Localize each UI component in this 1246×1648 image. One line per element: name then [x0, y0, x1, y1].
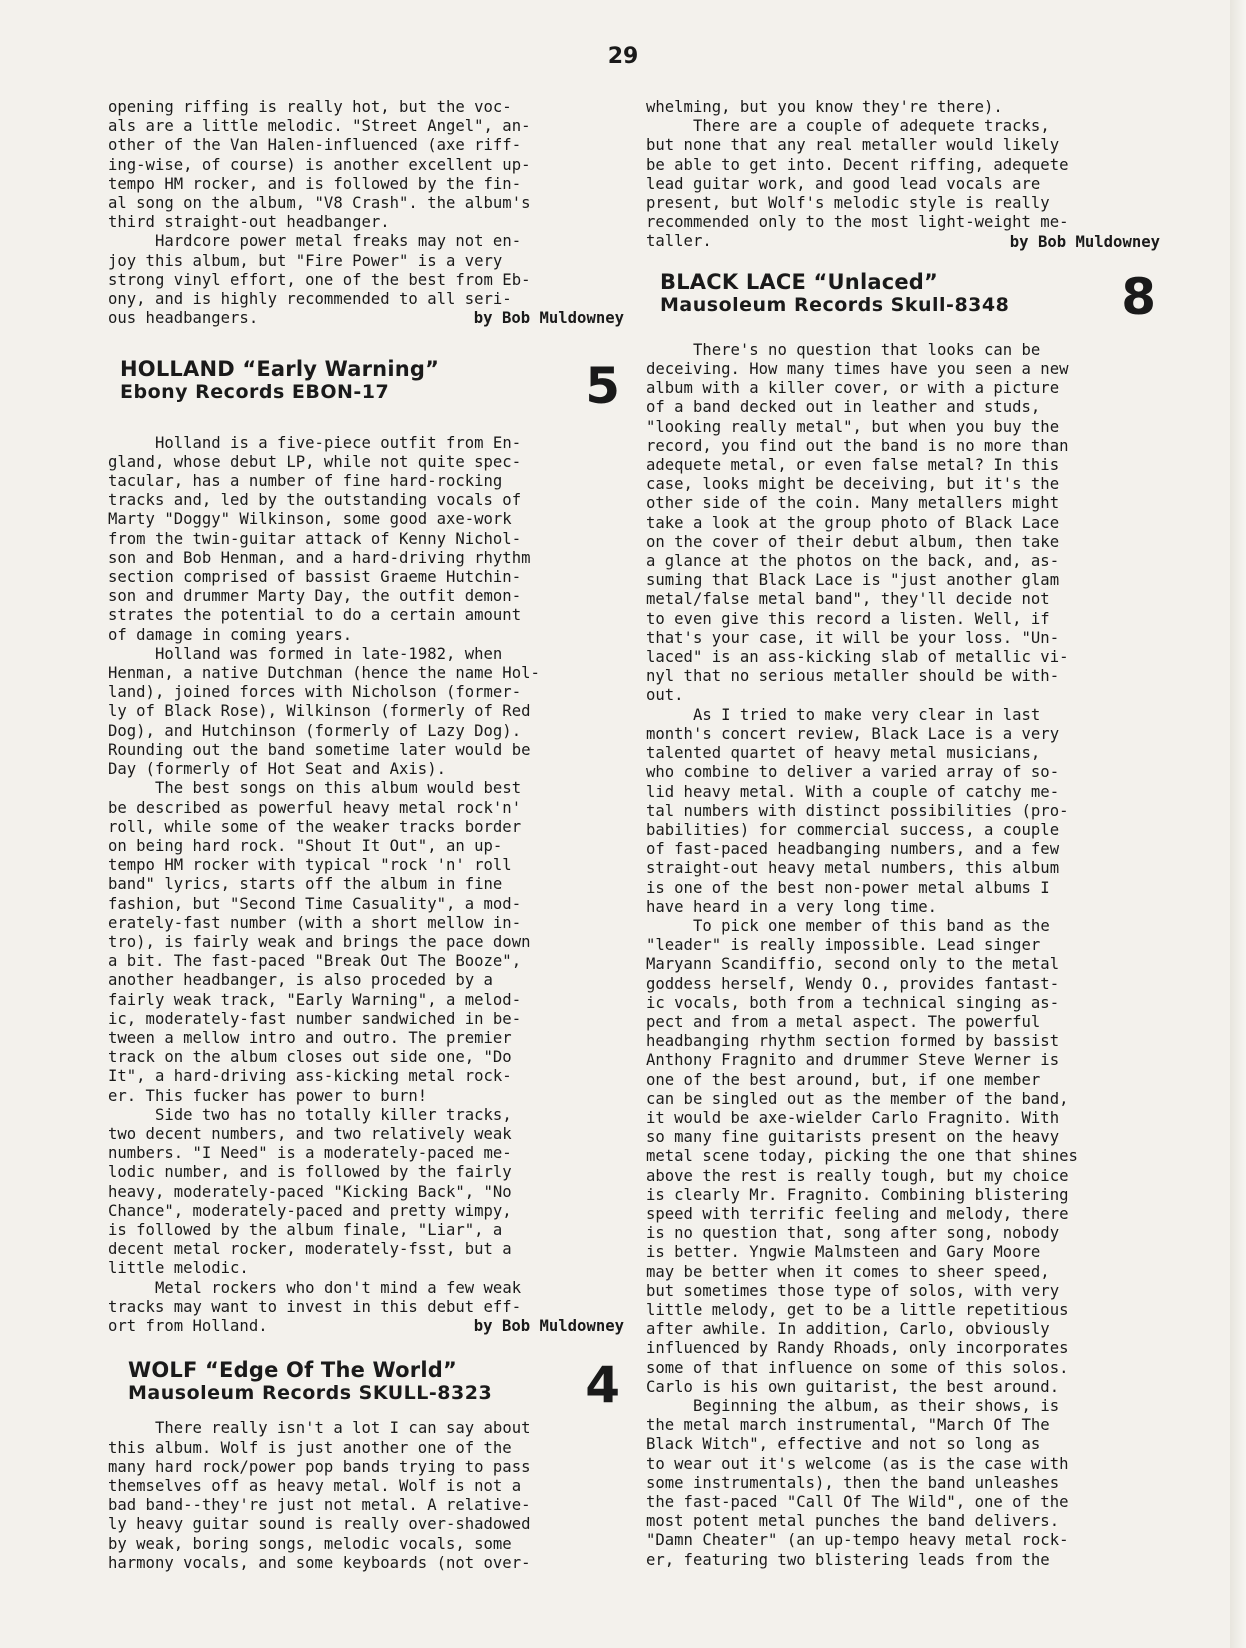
- holland-review-byline: by Bob Muldowney: [473, 1317, 624, 1336]
- wolf-review-text: There really isn't a lot I can say about this album. Wolf is just another one of the many hard rock/power pop bands trying to pass themselves off as heavy metal. Wolf is not a bad band--they're just not metal. A relative- ly heavy guitar sound is really over-shadowed by weak, boring songs, melodic vocals, some harmony vocals, and some keyboards (not over-: [108, 1419, 531, 1572]
- wolf-record-label: Mausoleum Records SKULL-8323: [128, 1382, 493, 1405]
- right-column: [646, 98, 1160, 1570]
- holland-review-header: [108, 356, 624, 415]
- wolf-review-continued: whelming, but you know they're there). There are a couple of adequete tracks, but none that any real metaller would likely be able to get into. Decent riffing, adequete lead guitar work, and good lead vocals are present, but Wolf's melodic style is really recommended only to the most light-weight me- taller.: [646, 98, 1069, 251]
- holland-review-text: Holland is a five-piece outfit from En- gland, whose debut LP, while not quite spec- tacular, has a number of fine hard-rocking tracks and, led by the outstanding vocals of Marty "Doggy" Wilkinson, some good axe-work from the twin-guitar attack of Kenny Nichol- son and Bob Henman, and a hard-driving rhythm section comprised of bassist Graeme Hutchin- son and drummer Marty Day, the outfit demon- strates the potential to do a certain amount of damage in coming years. Holland was formed in late-1982, when Henman, a native Dutchman (hence the name Hol- land), joined forces with Nicholson (former- ly of Black Rose), Wilkinson (formerly of Red Dog), and Hutchinson (formerly of Lazy Dog). Rounding out the band sometime later would be Day (formerly of Hot Seat and Axis). The best songs on this album would best be described as powerful heavy metal rock'n' roll, while some of the weaker tracks border on being hard rock. "Shout It Out", an up- tempo HM rocker with typical "rock 'n' roll band" lyrics, starts off the album in fine fashion, but "Second Time Casuality", a mod- erately-fast number (with a short mellow in- tro), is fairly weak and brings the pace down a bit. The fast-paced "Break Out The Booze", another headbanger, is also proceded by a fairly weak track, "Early Warning", a melod- ic, moderately-fast number sandwiched in be- tween a mellow intro and outro. The premier track on the album closes out side one, "Do It", a hard-driving ass-kicking metal rock- er. This fucker has power to burn! Side two has no totally killer tracks, two decent numbers, and two relatively weak numbers. "I Need" is a moderately-paced me- lodic number, and is followed by the fairly heavy, moderately-paced "Kicking Back", "No Chance", moderately-paced and pretty wimpy, is followed by the album finale, "Liar", a decent metal rocker, moderately-fsst, but a little melodic. Metal rockers who don't mind a few weak tracks may want to invest in this debut eff- ort from Holland.: [108, 433, 540, 1335]
- wolf-rating: 4: [585, 1356, 620, 1415]
- holland-record-label: Ebony Records EBON-17: [120, 380, 390, 403]
- page-edge-shadow: [1230, 0, 1246, 1648]
- black-lace-review-title: BLACK LACE “Unlaced”: [660, 269, 939, 294]
- holland-rating: 5: [585, 356, 620, 415]
- wolf-review-byline: by Bob Muldowney: [1009, 232, 1160, 251]
- black-lace-review-header: [646, 267, 1160, 326]
- wolf-review-header: [108, 1356, 624, 1415]
- holland-review-title: HOLLAND “Early Warning”: [120, 356, 440, 381]
- left-column: [108, 98, 624, 1573]
- previous-review-byline: by Bob Muldowney: [473, 309, 624, 328]
- previous-review-continued: opening riffing is really hot, but the voc- als are a little melodic. "Street Angel", an- other of the Van Halen-influenced (axe riff- ing-wise, of course) is another excellent up- tempo HM rocker, and is followed by the fin- al song on the album, "V8 Crash". the album's third straight-out headbanger. Hardcore power metal freaks may not en- joy this album, but "Fire Power" is a very strong vinyl effort, one of the best from Eb- ony, and is highly recommended to all seri- ous headbangers.: [108, 98, 531, 328]
- black-lace-rating: 8: [1121, 267, 1156, 326]
- black-lace-record-label: Mausoleum Records Skull-8348: [660, 293, 1010, 316]
- wolf-review-title: WOLF “Edge Of The World”: [128, 1358, 457, 1383]
- page-number: 29: [607, 44, 639, 69]
- black-lace-review-text: There's no question that looks can be deceiving. How many times have you seen a new album with a killer cover, or with a picture of a band decked out in leather and studs, "looking really metal", but when you buy the record, you find out the band is no more than adequete metal, or even false metal? In this case, looks might be deceiving, but it's the other side of the coin. Many metallers might take a look at the group photo of Black Lace on the cover of their debut album, then take a glance at the photos on the back, and, as- suming that Black Lace is "just another glam metal/false metal band", they'll decide not to even give this record a listen. Well, if that's your case, it will be your loss. "Un- laced" is an ass-kicking slab of metallic vi- nyl that no serious metaller should be with- out. As I tried to make very clear in last month's concert review, Black Lace is a very talented quartet of heavy metal musicians, who combine to deliver a varied array of so- lid heavy metal. With a couple of catchy me- tal numbers with distinct possibilities (pro- babilities) for commercial success, a couple of fast-paced headbanging numbers, and a few straight-out heavy metal numbers, this album is one of the best non-power metal albums I have heard in a very long time. To pick one member of this band as the "leader" is really impossible. Lead singer Maryann Scandiffio, second only to the metal goddess herself, Wendy O., provides fantast- ic vocals, both from a technical singing as- pect and from a metal aspect. The powerful headbanging rhythm section formed by bassist Anthony Fragnito and drummer Steve Werner is one of the best around, but, if one member can be singled out as the member of the band, it would be axe-wielder Carlo Fragnito. With so many fine guitarists present on the heavy metal scene today, picking the one that shines above the rest is really tough, but my choice is clearly Mr. Fragnito. Combining blistering speed with terrific feeling and melody, there is no question that, song after song, nobody is better. Yngwie Malmsteen and Gary Moore may be better when it comes to sheer speed, but sometimes those type of solos, with very little melody, get to be a little repetitious after awhile. In addition, Carlo, obviously influenced by Randy Rhoads, only incorporates some of that influence on some of this solos. Carlo is his own guitarist, the best around. Beginning the album, as their shows, is the metal march instrumental, "March Of The Black Witch", effective and not so long as to wear out it's welcome (as is the case with some instrumentals), then the band unleashes the fast-paced "Call Of The Wild", one of the most potent metal punches the band delivers. "Damn Cheater" (an up-tempo heavy metal rock- er, featuring two blistering leads from the: [646, 340, 1078, 1569]
